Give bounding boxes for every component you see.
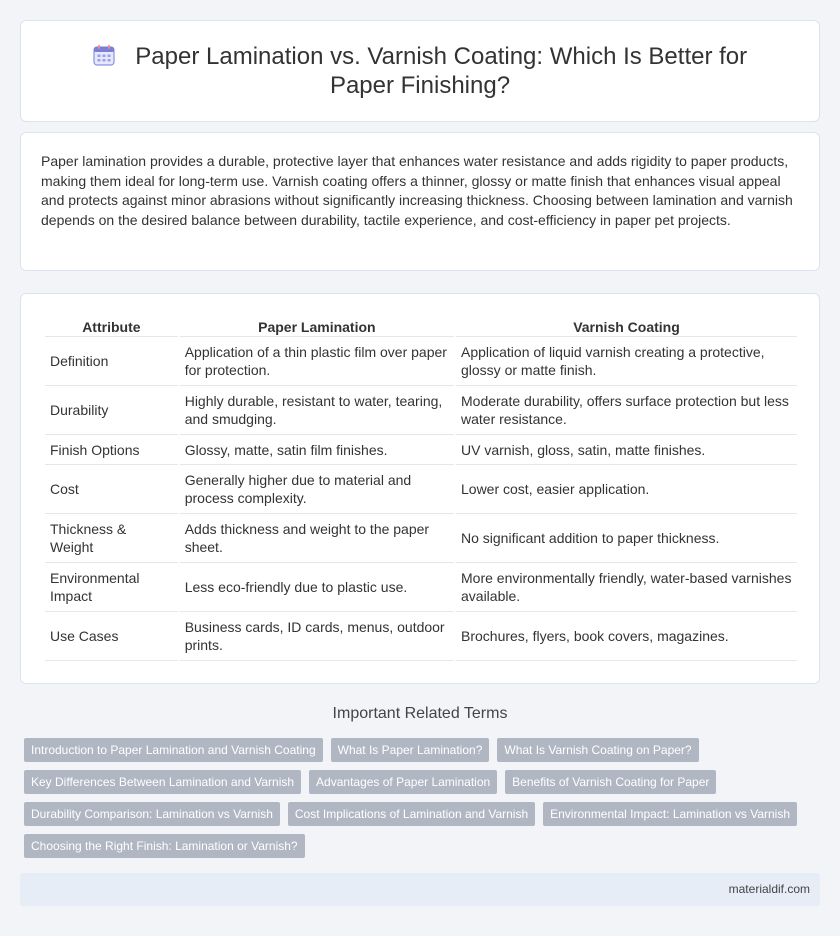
related-term-tag[interactable]: Durability Comparison: Lamination vs Varnish [24, 802, 280, 826]
varnish-cell: No significant addition to paper thickness. [456, 514, 797, 563]
attribute-cell: Environmental Impact [45, 563, 178, 612]
table-header-row [45, 314, 797, 337]
varnish-cell: More environmentally friendly, water-based varnishes available. [456, 563, 797, 612]
intro-paragraph: Paper lamination provides a durable, protective layer that enhances water resistance and adds rigidity to paper products, making them ideal for long-term use. Varnish coating offers a thinner, glossy or matte finish that enhances visual appeal and protects against minor abrasions without significantly increasing thickness. Choosing between lamination and varnish depends on the desired balance between durability, tactile experience, and cost-efficiency in paper pet projects. [41, 153, 793, 228]
attribute-cell: Use Cases [45, 612, 178, 661]
attribute-cell: Definition [45, 337, 178, 386]
attribute-cell: Thickness & Weight [45, 514, 178, 563]
attribute-cell: Finish Options [45, 435, 178, 465]
lamination-cell: Less eco-friendly due to plastic use. [180, 563, 454, 612]
table-row [45, 563, 797, 612]
lamination-cell: Application of a thin plastic film over paper for protection. [180, 337, 454, 386]
page-title: Paper Lamination vs. Varnish Coating: Which Is Better for Paper Finishing? [135, 43, 748, 99]
table-row [45, 465, 797, 514]
varnish-cell: Application of liquid varnish creating a protective, glossy or matte finish. [456, 337, 797, 386]
title-wrap [60, 42, 780, 100]
related-terms-heading: Important Related Terms [332, 705, 508, 722]
calendar-icon [93, 44, 115, 66]
table-row [45, 612, 797, 661]
related-terms-tags [24, 738, 824, 858]
footer [20, 873, 820, 906]
lamination-cell: Generally higher due to material and process complexity. [180, 465, 454, 514]
related-term-tag[interactable]: Environmental Impact: Lamination vs Varnish [543, 802, 797, 826]
lamination-cell: Highly durable, resistant to water, tearing, and smudging. [180, 386, 454, 435]
varnish-cell: Brochures, flyers, book covers, magazines. [456, 612, 797, 661]
table-row [45, 514, 797, 563]
attribute-cell: Durability [45, 386, 178, 435]
related-term-tag[interactable]: Cost Implications of Lamination and Varnish [288, 802, 535, 826]
lamination-cell: Business cards, ID cards, menus, outdoor prints. [180, 612, 454, 661]
related-term-tag[interactable]: Choosing the Right Finish: Lamination or Varnish? [24, 834, 305, 858]
varnish-cell: Moderate durability, offers surface protection but less water resistance. [456, 386, 797, 435]
varnish-cell: UV varnish, gloss, satin, matte finishes. [456, 435, 797, 465]
column-header-attribute: Attribute [45, 314, 178, 337]
table-row [45, 386, 797, 435]
attribute-cell: Cost [45, 465, 178, 514]
footer-site-link[interactable]: materialdif.com [728, 882, 810, 896]
lamination-cell: Glossy, matte, satin film finishes. [180, 435, 454, 465]
column-header-varnish-coating: Varnish Coating [456, 314, 797, 337]
intro-card [20, 132, 820, 271]
comparison-table-card [20, 293, 820, 684]
related-term-tag[interactable]: Advantages of Paper Lamination [309, 770, 497, 794]
related-term-tag[interactable]: Key Differences Between Lamination and Varnish [24, 770, 301, 794]
column-header-paper-lamination: Paper Lamination [180, 314, 454, 337]
comparison-table [43, 314, 799, 661]
related-term-tag[interactable]: Benefits of Varnish Coating for Paper [505, 770, 716, 794]
table-row [45, 337, 797, 386]
header-card [20, 20, 820, 122]
varnish-cell: Lower cost, easier application. [456, 465, 797, 514]
related-term-tag[interactable]: Introduction to Paper Lamination and Varnish Coating [24, 738, 323, 762]
related-term-tag[interactable]: What Is Paper Lamination? [331, 738, 490, 762]
related-term-tag[interactable]: What Is Varnish Coating on Paper? [497, 738, 698, 762]
table-row [45, 435, 797, 465]
lamination-cell: Adds thickness and weight to the paper sheet. [180, 514, 454, 563]
